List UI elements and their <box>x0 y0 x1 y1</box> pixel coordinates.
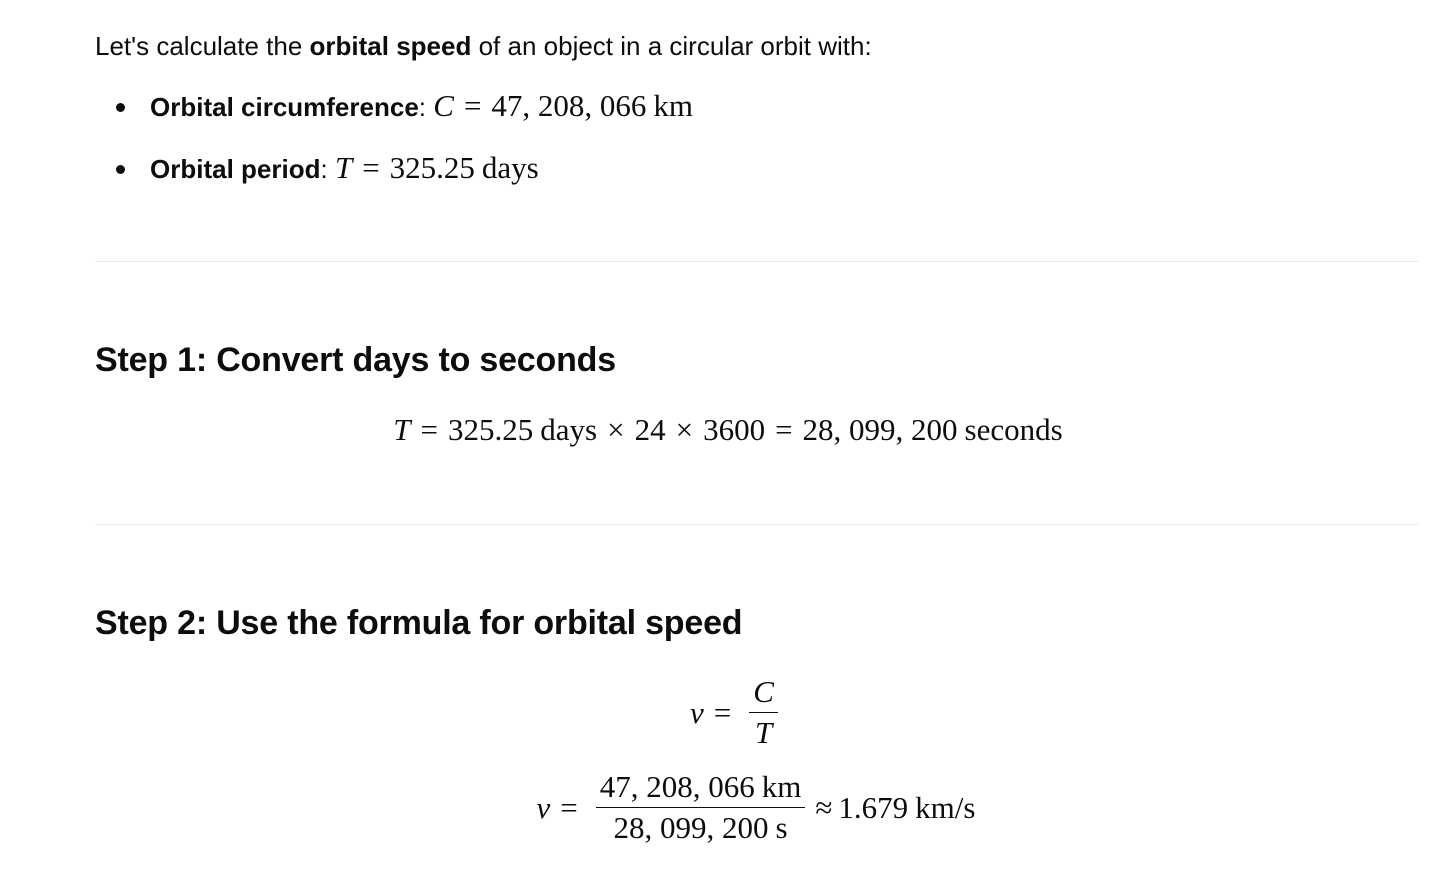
param-label: Orbital circumference <box>150 92 419 122</box>
fraction-denominator: T <box>755 715 773 750</box>
param-math <box>433 88 693 123</box>
equals-sign: = <box>463 88 482 123</box>
param-value: 325.25 <box>389 150 475 185</box>
numerator-value: 47, 208, 066 <box>599 769 755 804</box>
param-colon: : <box>418 92 427 122</box>
numerator-unit: km <box>761 769 802 804</box>
denominator-value: 28, 099, 200 <box>613 810 769 845</box>
fraction-denominator <box>610 808 792 848</box>
step1-heading: Step 1: Convert days to seconds <box>95 341 616 379</box>
equals-sign: = <box>775 412 793 447</box>
list-item-circumference <box>95 84 693 146</box>
eq-factor: 24 <box>634 412 666 447</box>
bullet-icon <box>116 103 125 112</box>
formula-lhs: v <box>690 694 704 730</box>
intro-text <box>95 29 872 63</box>
param-value: 47, 208, 066 <box>491 88 647 123</box>
list-item-period <box>95 146 693 208</box>
intro-bold-term: orbital speed <box>309 31 472 61</box>
fraction-numerator <box>596 767 806 807</box>
equals-sign: = <box>420 412 439 447</box>
param-symbol: T <box>334 150 353 185</box>
result-unit: km/s <box>915 789 976 825</box>
intro-prefix: Let's calculate the <box>95 31 310 61</box>
times-sign: × <box>675 412 694 447</box>
param-unit: km <box>653 88 694 123</box>
eq-symbol: T <box>393 412 411 447</box>
equals-sign: = <box>713 694 732 730</box>
step2-heading: Step 2: Use the formula for orbital speed <box>95 604 743 642</box>
step2-formula <box>0 672 1456 753</box>
param-unit: days <box>481 150 539 185</box>
times-sign: × <box>607 412 625 447</box>
denominator-unit: s <box>775 810 788 845</box>
step1-equation <box>0 412 1456 448</box>
step2-calculation <box>0 767 1456 848</box>
result-value: 1.679 <box>838 789 909 825</box>
formula-fraction <box>749 672 778 753</box>
param-symbol: C <box>433 88 454 123</box>
parameter-list <box>95 84 693 208</box>
section-divider <box>95 524 1419 525</box>
calc-fraction <box>596 767 806 848</box>
bullet-icon <box>116 165 125 174</box>
param-label: Orbital period <box>150 154 321 184</box>
equals-sign: = <box>362 150 380 185</box>
eq-result-unit: seconds <box>964 412 1063 447</box>
eq-result: 28, 099, 200 <box>802 412 958 447</box>
approx-sign: ≈ <box>815 789 833 825</box>
param-colon: : <box>320 154 328 184</box>
param-math <box>335 150 539 185</box>
eq-value: 325.25 <box>448 412 534 447</box>
calc-lhs: v <box>536 789 551 825</box>
section-divider <box>95 261 1419 262</box>
equals-sign: = <box>560 789 578 825</box>
fraction-numerator: C <box>753 674 774 709</box>
eq-factor: 3600 <box>703 412 766 447</box>
intro-suffix: of an object in a circular orbit with: <box>471 31 872 61</box>
eq-unit: days <box>540 412 598 447</box>
